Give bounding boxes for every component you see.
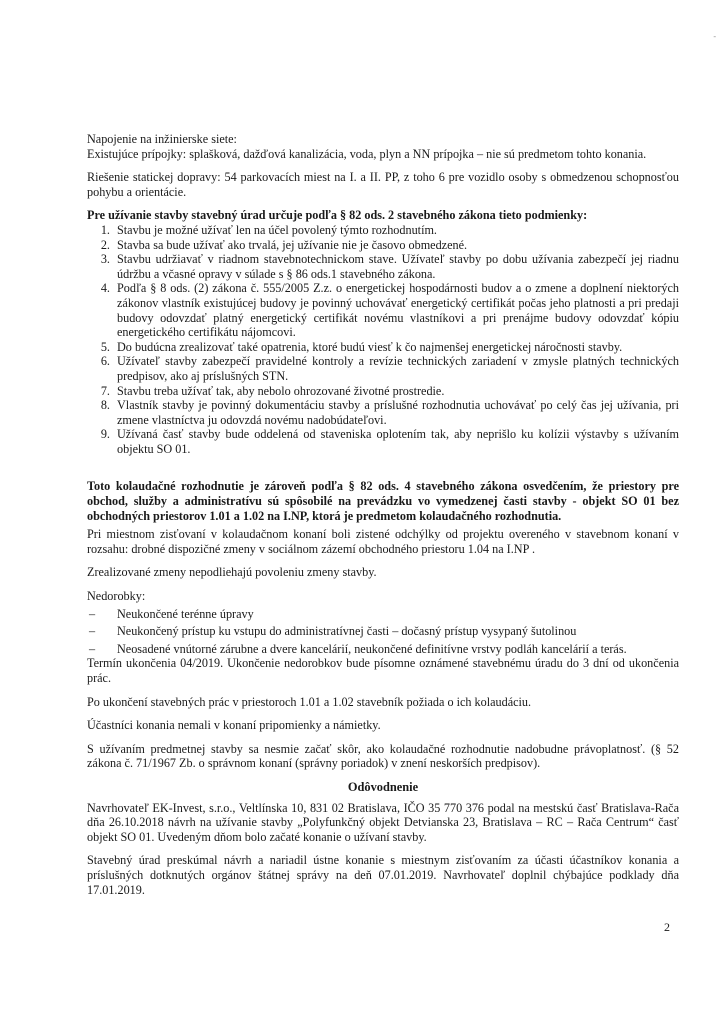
changes-text: Zrealizované zmeny nepodliehajú povoleniu zmeny stavby.: [87, 565, 377, 580]
reasoning-paragraph-1: Navrhovateľ EK-Invest, s.r.o., Veltlínska 10, 831 02 Bratislava, IČO 35 770 376 podal na mestskú časť Bratislava-Rača dňa 26.10.2018 návrh na užívanie stavby „Polyfunkčný objekt Detvianska 23, Bratislava – RC – Rača Centrum“ časť objekt SO 01. Uvedeným dňom bolo začaté konanie o užívaní stavby.: [87, 800, 679, 844]
corner-mark: -: [713, 32, 716, 41]
condition-item: 7. Stavbu treba užívať tak, aby nebolo ohrozované životné prostredie.: [113, 384, 679, 399]
condition-item: 2. Stavba sa bude užívať ako trvalá, jej užívanie nie je časovo obmedzené.: [113, 238, 679, 253]
connections-text: Existujúce prípojky: splašková, dažďová kanalizácia, voda, plyn a NN prípojka – nie sú predmetom tohto konania.: [87, 146, 647, 161]
participants-text: Účastníci konania nemali v konaní pripomienky a námietky.: [87, 718, 381, 733]
condition-item: 3. Stavbu udržiavať v riadnom stavebnotechnickom stave. Užívateľ stavby po dobu užívania zabezpečí jej riadnu údržbu a včasné opravy v súlade s § 86 ods.1 stavebného zákona.: [113, 252, 679, 281]
connections-title: Napojenie na inžinierske siete:: [87, 132, 237, 146]
parking-text: Riešenie statickej dopravy: 54 parkovacích miest na I. a II. PP, z toho 6 pre vozidlo osoby s obmedzenou schopnosťou pohybu a orientácie.: [87, 170, 679, 199]
condition-item: 6. Užívateľ stavby zabezpečí pravidelné kontroly a revízie technických zariadení v zmysle platných technických predpisov, ako aj príslušných STN.: [113, 354, 679, 383]
condition-item: 8. Vlastník stavby je povinný dokumentáciu stavby a príslušné rozhodnutia uchovávať po celý čas jej užívania, pri zmene vlastníctva ju odovzdá novému nadobúdateľovi.: [113, 398, 679, 427]
defect-item: – Neukončené terénne úpravy: [89, 606, 254, 621]
document-page: [87, 132, 679, 897]
condition-item: 4. Podľa § 8 ods. (2) zákona č. 555/2005 Z.z. o energetickej hospodárnosti budov a o zmene a doplnení niektorých zákonov vlastník existujúcej budovy je povinný uchovávať energetický certifikát počas jeho platnosti a pri predaji budovy odovzdať platný energetický certifikát novému vlastníkovi a pri prenájme budovy odovzdať kópiu energetického certifikátu nájomcovi.: [113, 281, 679, 339]
defects-list: [87, 607, 679, 657]
conditions-heading: Pre užívanie stavby stavebný úrad určuje podľa § 82 ods. 2 stavebného zákona tieto podmienky:: [87, 208, 588, 223]
defect-item: – Neukončený prístup ku vstupu do administratívnej časti – dočasný prístup vysypaný šutolinou: [89, 624, 577, 639]
page-number: 2: [664, 920, 670, 934]
reasoning-heading: Odôvodnenie: [347, 779, 419, 794]
defects-title: Nedorobky:: [87, 589, 146, 604]
certificate-statement: Toto kolaudačné rozhodnutie je zároveň podľa § 82 ods. 4 stavebného zákona osvedčením, že priestory pre obchod, služby a administratívu sú spôsobilé na prevádzku vo vymedzenej časti stavby - objekt SO 01 bez obchodných priestorov 1.01 a 1.02 na I.NP, ktorá je predmetom kolaudačného rozhodnutia.: [87, 479, 679, 523]
condition-item: 9. Užívaná časť stavby bude oddelená od staveniska oplotením tak, aby neprišlo ku kolízii výstavby s užívaním objektu SO 01.: [113, 427, 679, 456]
deadline-text: Termín ukončenia 04/2019. Ukončenie nedorobkov bude písomne oznámené stavebnému úradu do 3 dní od ukončenia prác.: [87, 656, 679, 685]
conditions-list: [87, 223, 679, 457]
defect-item: – Neosadené vnútorné zárubne a dvere kancelárií, neukončené definitívne vrstvy podláh kancelárií a terás.: [89, 641, 627, 656]
premises-text: Po ukončení stavebných prác v priestoroch 1.01 a 1.02 stavebník požiada o ich kolaudáciu.: [87, 694, 532, 709]
deviations-text: Pri miestnom zisťovaní v kolaudačnom konaní boli zistené odchýlky od projektu overeného v stavebnom konaní v rozsahu: drobné dispozičné zmeny v sociálnom zázemí obchodného priestoru 1.04 na I.NP .: [87, 527, 679, 556]
usage-text: S užívaním predmetnej stavby sa nesmie začať skôr, ako kolaudačné rozhodnutie nadobudne právoplatnosť. (§ 52 zákona č. 71/1967 Zb. o správnom konaní (správny poriadok) v znení neskorších predpisov).: [87, 741, 679, 771]
reasoning-paragraph-2: Stavebný úrad preskúmal návrh a nariadil ústne konanie s miestnym zisťovaním za účasti účastníkov konania a príslušných dotknutých orgánov štátnej správy na deň 07.01.2019. Navrhovateľ doplnil chýbajúce podklady dňa 17.01.2019.: [87, 853, 679, 897]
condition-item: 1. Stavbu je možné užívať len na účel povolený týmto rozhodnutím.: [113, 223, 679, 238]
condition-item: 5. Do budúcna zrealizovať také opatrenia, ktoré budú viesť k čo najmenšej energetickej náročnosti stavby.: [113, 340, 679, 355]
